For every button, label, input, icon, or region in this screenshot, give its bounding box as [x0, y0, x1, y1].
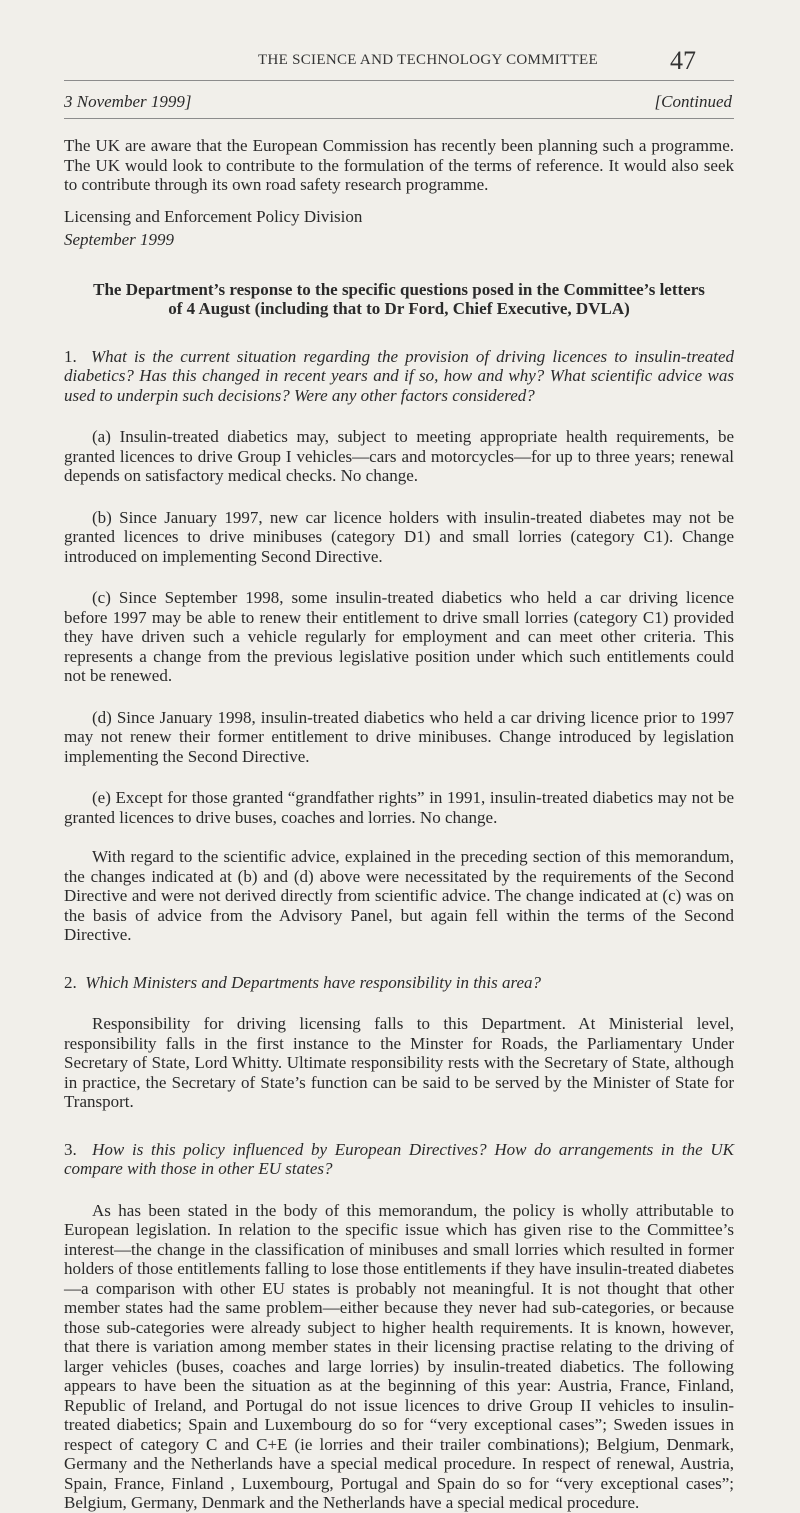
question-3	[64, 1140, 734, 1179]
date-line	[64, 92, 734, 114]
question-2	[64, 973, 734, 993]
hearing-date: 3 November 1999]	[64, 92, 192, 111]
page-number: 47	[670, 46, 696, 75]
answer-paragraph: (e) Except for those granted “grandfather rights” in 1991, insulin-treated diabetics may not be granted licences to drive buses, coaches and lorries. No change.	[64, 788, 734, 827]
section-heading: The Department’s response to the specific questions posed in the Committee’s letters of 4 August (including that to Dr Ford, Chief Executive, DVLA)	[93, 279, 705, 318]
header-rule-top	[64, 80, 734, 81]
question-number: 1.	[64, 346, 77, 366]
question-text: How is this policy influenced by European Directives? How do arrangements in the UK compare with those in other EU states?	[64, 1139, 734, 1178]
answer-paragraph: (b) Since January 1997, new car licence holders with insulin-treated diabetes may not be granted licences to drive minibuses (category D1) and small lorries (category C1). Change introduced on implementing Second Directive.	[64, 507, 734, 566]
question-text: What is the current situation regarding the provision of driving licences to insulin-treated diabetics? Has this changed in recent years and if so, how and why? What scientific advice was used to underpin such decisions? Were any other factors considered?	[64, 346, 735, 405]
answer-paragraph: Responsibility for driving licensing falls to this Department. At Ministerial level, responsibility falls in the first instance to the Minster for Roads, the Parliamentary Under Secretary of State, Lord Whitty. Ultimate responsibility rests with the Secretary of State, although in practice, the Secretary of State’s function can be said to be served by the Minister of State for Transport.	[64, 1014, 734, 1111]
intro-paragraph: The UK are aware that the European Commission has recently been planning such a programme. The UK would look to contribute to the formulation of the terms of reference. It would also seek to contribute through its own road safety research programme.	[64, 136, 734, 194]
signature-division: Licensing and Enforcement Policy Division	[64, 206, 363, 226]
answer-paragraph: As has been stated in the body of this memorandum, the policy is wholly attributable to European legislation. In relation to the specific issue which has given rise to the Committee’s interest—the change in the classification of minibuses and small lorries which resulted in former holders of those entitlements falling to lose those entitlements if they have insulin-treated diabetes—a comparison with other EU states is probably not meaningful. It is not thought that other member states had the same problem—either because they never had sub-categories, or because those sub-categories were already subject to higher health requirements. It is known, however, that there is variation among member states in their licensing practise relating to the driving of larger vehicles (buses, coaches and large lorries) by insulin-treated diabetics. The following appears to have been the situation as at the beginning of this year: Austria, France, Finland, Republic of Ireland, and Portugal do not issue licences to drive Group II vehicles to insulin-treated diabetics; Spain and Luxembourg do so for “very exceptional cases”; Sweden issues in respect of category C and C+E (ie lorries and their trailer combinations); Belgium, Denmark, Germany and the Netherlands have a special medical procedure. In respect of renewal, Austria, Spain, France, Finland , Luxembourg, Portugal and Spain do so for “very exceptional cases”; Belgium, Germany, Denmark and the Netherlands have a special medical procedure.	[64, 1200, 734, 1512]
question-number: 2.	[64, 972, 77, 992]
answer-paragraph: (c) Since September 1998, some insulin-treated diabetics who held a car driving licence before 1997 may be able to renew their entitlement to drive small lorries (category C1) provided they have driven such a vehicle regularly for employment and can meet other criteria. This represents a change from the previous legislative position under which such entitlements could not be renewed.	[64, 588, 734, 685]
header-rule-bottom	[64, 118, 734, 119]
running-title: THE SCIENCE AND TECHNOLOGY COMMITTEE	[258, 52, 598, 68]
question-number: 3.	[64, 1139, 77, 1159]
continued-label: [Continued	[654, 92, 732, 111]
document-body	[64, 136, 734, 1513]
question-text: Which Ministers and Departments have responsibility in this area?	[85, 972, 542, 992]
signature-date: September 1999	[64, 230, 175, 249]
answer-paragraph: (d) Since January 1998, insulin-treated diabetics who held a car driving licence prior to 1997 may not renew their former entitlement to drive minibuses. Change introduced by legislation implementing the Second Directive.	[64, 707, 734, 766]
question-1	[64, 347, 734, 406]
answer-paragraph: (a) Insulin-treated diabetics may, subject to meeting appropriate health requirements, be granted licences to drive Group I vehicles—cars and motorcycles—for up to three years; renewal depends on satisfactory medical checks. No change.	[64, 427, 734, 485]
running-head	[0, 46, 800, 76]
answer-paragraph: With regard to the scientific advice, explained in the preceding section of this memorandum, the changes indicated at (b) and (d) above were necessitated by the requirements of the Second Directive and were not derived directly from scientific advice. The change indicated at (c) was on the basis of advice from the Advisory Panel, but again fell within the terms of the Second Directive.	[64, 847, 734, 944]
